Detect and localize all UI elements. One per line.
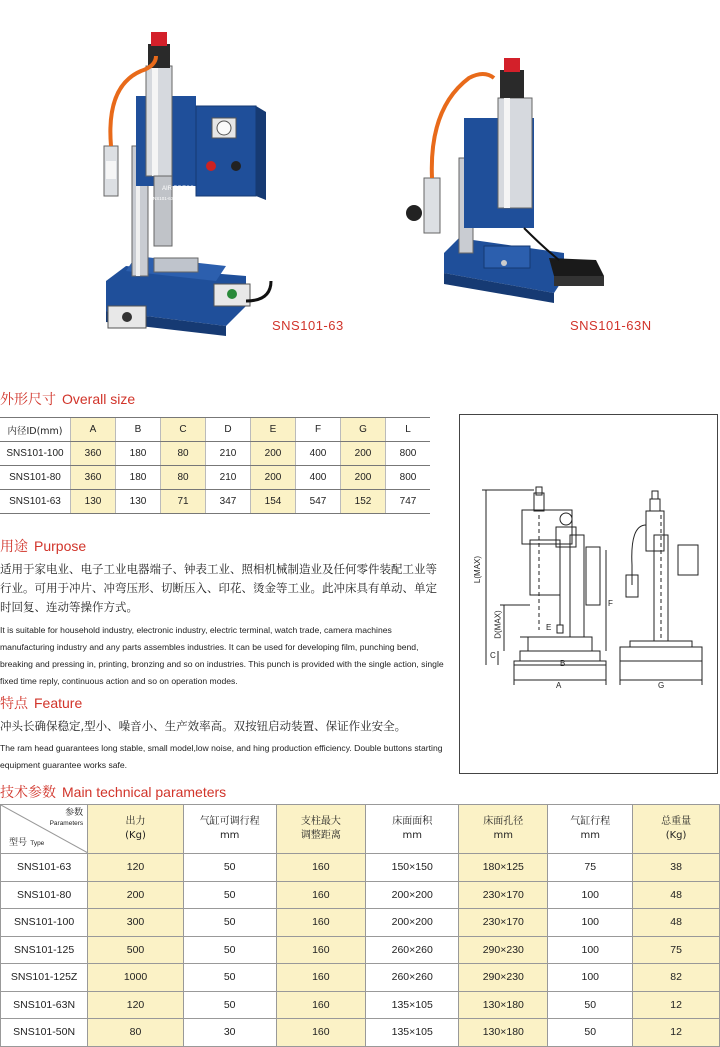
purpose-text-en: It is suitable for household industry, electronic industry, electric terminal, watch trade, camera machines manufacturing industry and any parts assembles industries. It can be used for developing film, punching bend, breaking and pressing in, printing, bronzing and so on industries. This punch is provided with the single action, single fixed time reply, continuous action and so on operation modes. [0, 625, 444, 686]
dimension-diagram [459, 414, 718, 774]
dim-label-b: B [560, 659, 566, 668]
spec-col-line1: 气缸行程 [570, 816, 611, 827]
overall-size-title-en: Overall size [62, 391, 136, 407]
spec-col-line2: mm [580, 830, 600, 841]
spec-cell: 50 [183, 991, 276, 1019]
spec-cell: 50 [183, 909, 276, 937]
spec-table-row [1, 936, 720, 964]
spec-cell: 290×230 [459, 964, 548, 992]
size-cell: 180 [116, 442, 161, 466]
size-cell: 152 [341, 490, 386, 514]
spec-cell: SNS101-63N [1, 991, 88, 1019]
corner-bottom-en: Type [30, 840, 45, 847]
spec-cell: SNS101-63 [1, 854, 88, 882]
spec-col-line2: (Kg) [125, 830, 146, 841]
tech-params-table [0, 804, 720, 1047]
spec-table-row [1, 964, 720, 992]
size-cell: 400 [296, 442, 341, 466]
photo-label-sns101-63n: SNS101-63N [570, 318, 652, 333]
size-table-row [0, 490, 430, 514]
size-cell: 200 [341, 442, 386, 466]
size-header-a: A [71, 418, 116, 442]
spec-cell: 12 [633, 991, 720, 1019]
spec-cell: 82 [633, 964, 720, 992]
size-table-row [0, 466, 430, 490]
spec-cell: 160 [276, 991, 366, 1019]
spec-cell: 50 [183, 854, 276, 882]
dim-label-e: E [546, 623, 552, 632]
feature-title-cn: 特点 [0, 696, 28, 712]
spec-col-line2: mm [219, 830, 240, 841]
size-cell: 200 [251, 466, 296, 490]
size-cell: SNS101-80 [0, 466, 71, 490]
overall-size-title [0, 389, 135, 409]
spec-cell: 135×105 [366, 1019, 459, 1047]
size-cell: 80 [161, 442, 206, 466]
size-table-row [0, 442, 430, 466]
spec-cell: 160 [276, 964, 366, 992]
spec-cell: 230×170 [459, 881, 548, 909]
size-cell: 80 [161, 466, 206, 490]
size-table-header [0, 418, 430, 442]
spec-cell: 120 [88, 991, 184, 1019]
spec-cell: 100 [548, 881, 633, 909]
spec-cell: 50 [183, 881, 276, 909]
press-plate: SNS101-63 NO. 12 Kg [150, 196, 196, 201]
spec-cell: 290×230 [459, 936, 548, 964]
spec-cell: 50 [548, 991, 633, 1019]
spec-table-row [1, 909, 720, 937]
spec-cell: 30 [183, 1019, 276, 1047]
purpose-text-cn: 适用于家电业、电子工业电器端子、钟表工业、照相机械制造业及任何零件装配工业等行业。可用于冲片、冲弯压形、切断压入、印花、烫金等工业。此冲床具有单动、单定时回复、连动等操作方式。 [0, 562, 437, 614]
spec-table-header [1, 805, 720, 854]
spec-col-line2: mm [493, 830, 514, 841]
spec-cell: 120 [88, 854, 184, 882]
size-cell: SNS101-63 [0, 490, 71, 514]
size-cell: 180 [116, 466, 161, 490]
photo-label-sns101-63: SNS101-63 [272, 318, 344, 333]
spec-cell: 50 [183, 964, 276, 992]
spec-cell: 80 [88, 1019, 184, 1047]
size-cell: 200 [341, 466, 386, 490]
spec-cell: 160 [276, 854, 366, 882]
spec-corner-cell [1, 805, 88, 854]
size-header-e: E [251, 418, 296, 442]
spec-cell: 200×200 [366, 881, 459, 909]
spec-table-row [1, 881, 720, 909]
size-cell: 547 [296, 490, 341, 514]
purpose-title [0, 536, 86, 556]
size-cell: 130 [71, 490, 116, 514]
feature-title-en: Feature [34, 695, 83, 711]
size-cell: 360 [71, 466, 116, 490]
spec-table-row [1, 991, 720, 1019]
spec-col-header [366, 805, 459, 854]
tech-params-title-cn: 技术参数 [0, 785, 56, 801]
spec-cell: 50 [183, 936, 276, 964]
feature-text-cn: 冲头长确保稳定,型小、噪音小、生产效率高。双按钮启动装置、保证作业安全。 [0, 719, 407, 733]
size-cell: 747 [386, 490, 431, 514]
spec-col-header [183, 805, 276, 854]
overall-size-table [0, 417, 430, 514]
size-header-c: C [161, 418, 206, 442]
dim-label-a: A [556, 681, 562, 690]
spec-cell: 38 [633, 854, 720, 882]
feature-text-en: The ram head guarantees long stable, small model,low noise, and hing production efficiency. Double buttons starting equipment guarantee works safe. [0, 743, 443, 770]
dim-label-g: G [658, 681, 665, 690]
spec-cell: 48 [633, 881, 720, 909]
purpose-title-cn: 用途 [0, 539, 28, 555]
spec-cell: SNS101-50N [1, 1019, 88, 1047]
spec-col-line1: 床面孔径 [483, 816, 524, 827]
spec-col-line1: 出力 [125, 816, 146, 827]
size-cell: 71 [161, 490, 206, 514]
size-header-l: L [386, 418, 431, 442]
size-header-g: G [341, 418, 386, 442]
size-cell: 360 [71, 442, 116, 466]
purpose-title-en: Purpose [34, 538, 87, 554]
size-cell: 800 [386, 466, 431, 490]
corner-top-cn: 参数 [65, 808, 84, 818]
size-cell: 130 [116, 490, 161, 514]
overall-size-title-cn: 外形尺寸 [0, 392, 56, 408]
spec-cell: 160 [276, 881, 366, 909]
spec-cell: 12 [633, 1019, 720, 1047]
corner-top-en: Parameters [49, 820, 84, 827]
spec-cell: 230×170 [459, 909, 548, 937]
spec-cell: 260×260 [366, 964, 459, 992]
spec-col-header [548, 805, 633, 854]
size-cell: 210 [206, 442, 251, 466]
spec-cell: SNS101-100 [1, 909, 88, 937]
spec-cell: 100 [548, 936, 633, 964]
spec-cell: 260×260 [366, 936, 459, 964]
spec-cell: 160 [276, 909, 366, 937]
spec-cell: 200 [88, 881, 184, 909]
spec-col-line1: 床面面积 [392, 816, 433, 827]
spec-col-line1: 支柱最大 [300, 816, 341, 827]
feature-title [0, 693, 82, 713]
spec-table-row [1, 1019, 720, 1047]
spec-cell: 48 [633, 909, 720, 937]
spec-col-line2: mm [402, 830, 422, 841]
size-cell: 210 [206, 466, 251, 490]
size-cell: 154 [251, 490, 296, 514]
press-photo-sns101-63n [404, 48, 614, 318]
spec-cell: 180×125 [459, 854, 548, 882]
size-header-b: B [116, 418, 161, 442]
dim-label-f: F [608, 599, 613, 608]
spec-col-header [88, 805, 184, 854]
tech-params-title-en: Main technical parameters [62, 784, 227, 800]
spec-cell: 75 [548, 854, 633, 882]
size-cell: 400 [296, 466, 341, 490]
spec-cell: 100 [548, 964, 633, 992]
spec-cell: 100 [548, 909, 633, 937]
spec-col-line2: 调整距离 [300, 830, 341, 841]
spec-cell: 150×150 [366, 854, 459, 882]
tech-params-title [0, 782, 226, 802]
spec-col-line1: 总重量 [661, 816, 692, 827]
spec-table-row [1, 854, 720, 882]
spec-cell: 500 [88, 936, 184, 964]
size-cell: 200 [251, 442, 296, 466]
spec-cell: 130×180 [459, 991, 548, 1019]
dim-label-lmax: L(MAX) [473, 555, 483, 584]
spec-cell: SNS101-125 [1, 936, 88, 964]
spec-col-line2: (Kg) [665, 830, 687, 841]
dimension-drawing [460, 415, 717, 773]
spec-cell: 300 [88, 909, 184, 937]
size-header-id: 内径ID(mm) [0, 418, 71, 442]
spec-cell: 130×180 [459, 1019, 548, 1047]
size-header-f: F [296, 418, 341, 442]
size-cell: 800 [386, 442, 431, 466]
spec-cell: 135×105 [366, 991, 459, 1019]
dim-label-c: C [490, 651, 496, 660]
size-header-d: D [206, 418, 251, 442]
spec-col-line1: 气缸可调行程 [199, 816, 260, 827]
spec-cell: 200×200 [366, 909, 459, 937]
dim-label-dmax: D(MAX) [493, 610, 503, 639]
size-cell: 347 [206, 490, 251, 514]
size-cell: SNS101-100 [0, 442, 71, 466]
spec-col-header [276, 805, 366, 854]
spec-col-header [633, 805, 720, 854]
spec-cell: SNS101-80 [1, 881, 88, 909]
press-badge: AIR PRESS [162, 186, 195, 192]
spec-cell: 75 [633, 936, 720, 964]
spec-cell: 160 [276, 1019, 366, 1047]
spec-cell: 1000 [88, 964, 184, 992]
spec-col-header [459, 805, 548, 854]
spec-cell: 50 [548, 1019, 633, 1047]
corner-bottom-cn: 型号 [9, 838, 28, 848]
spec-cell: 160 [276, 936, 366, 964]
spec-cell: SNS101-125Z [1, 964, 88, 992]
